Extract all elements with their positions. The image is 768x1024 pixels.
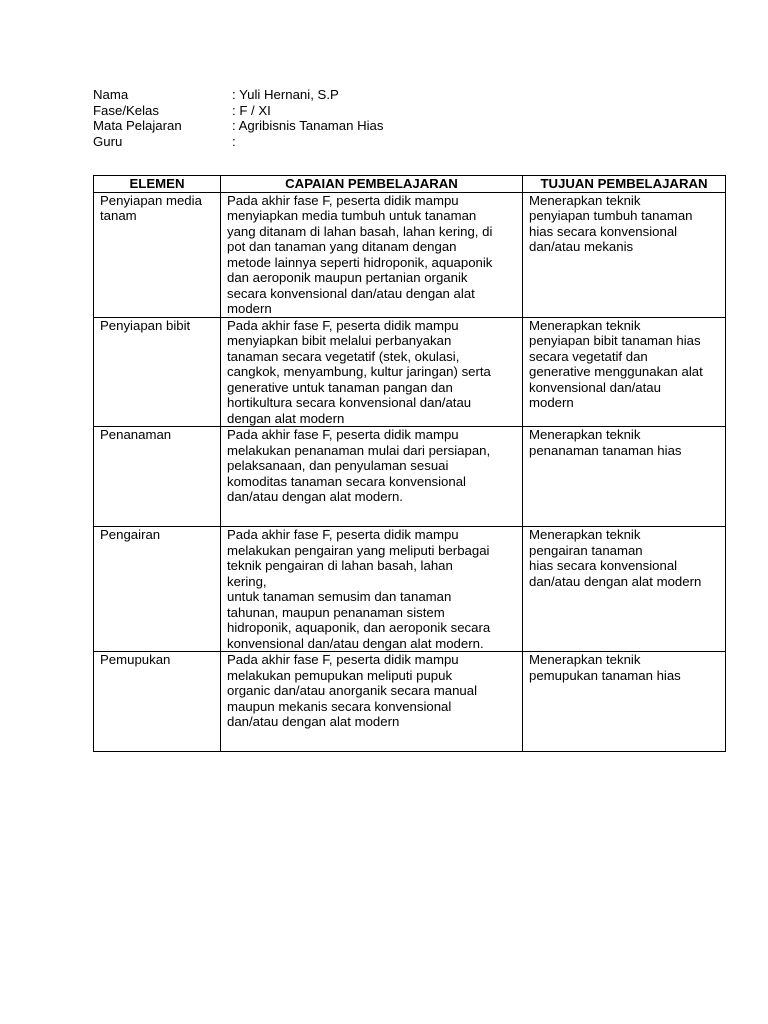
- cell-capaian: [221, 317, 523, 427]
- header-capaian: CAPAIAN PEMBELAJARAN: [221, 176, 523, 193]
- document-header: [93, 87, 384, 149]
- cell-line: modern: [227, 301, 272, 316]
- cell-line: metode lainnya seperti hidroponik, aquaponik: [227, 254, 493, 270]
- cell-line: generative menggunakan alat: [529, 364, 703, 379]
- field-guru: [93, 134, 384, 150]
- cell-line: Menerapkan teknik: [529, 317, 641, 333]
- cell-line: pelaksanaan, dan penyulaman sesuai: [227, 458, 449, 473]
- field-label: Guru: [93, 133, 123, 149]
- cell-line: Menerapkan teknik: [529, 652, 641, 667]
- cell-line: secara konvensional dan/atau dengan alat: [227, 285, 475, 301]
- cell-elemen: [94, 192, 221, 317]
- header-tujuan: TUJUAN PEMBELAJARAN: [523, 176, 726, 193]
- table-row: [94, 652, 726, 752]
- cell-capaian: [221, 652, 523, 752]
- cell-tujuan: [523, 527, 726, 652]
- cell-elemen: [94, 527, 221, 652]
- cell-line: Pada akhir fase F, peserta didik mampu: [227, 192, 459, 208]
- cell-line: menyiapkan bibit melalui perbanyakan: [227, 333, 452, 348]
- cell-line: cangkok, menyambung, kultur jaringan) serta: [227, 364, 491, 379]
- cell-elemen: [94, 427, 221, 527]
- cell-line: organic dan/atau anorganik secara manual: [227, 683, 477, 698]
- cell-line: Penyiapan bibit: [100, 317, 191, 333]
- cell-line: Penanaman: [100, 427, 172, 442]
- cell-line: hortikultura secara konvensional dan/atau: [227, 395, 472, 410]
- field-label: Nama: [93, 87, 129, 102]
- cell-line: tanam: [100, 208, 137, 223]
- learning-outcomes-table: [93, 175, 726, 752]
- cell-line: komoditas tanaman secara konvensional: [227, 473, 466, 489]
- field-label: Fase/Kelas: [93, 102, 159, 118]
- cell-line: Pada akhir fase F, peserta didik mampu: [227, 427, 459, 442]
- cell-line: hias secara konvensional: [529, 223, 678, 239]
- cell-line: konvensional dan/atau dengan alat modern.: [227, 635, 484, 651]
- cell-line: Pemupukan: [100, 652, 171, 667]
- table-body: [94, 192, 726, 752]
- cell-line: penyiapan bibit tanaman hias: [529, 333, 701, 348]
- cell-line: melakukan pengairan yang meliputi berbagai: [227, 542, 490, 558]
- cell-line: yang ditanam di lahan basah, lahan kering, di: [227, 223, 493, 239]
- cell-line: dan/atau mekanis: [529, 239, 634, 254]
- cell-line: tanaman secara vegetatif (stek, okulasi,: [227, 348, 460, 364]
- field-fase-kelas: [93, 103, 384, 119]
- cell-line: dan/atau dengan alat modern: [227, 714, 400, 729]
- header-elemen: ELEMEN: [94, 176, 221, 193]
- cell-line: dan/atau dengan alat modern: [529, 573, 702, 589]
- cell-capaian: [221, 192, 523, 317]
- field-mata-pelajaran: [93, 118, 384, 134]
- cell-line: Menerapkan teknik: [529, 527, 641, 542]
- cell-line: melakukan penanaman mulai dari persiapan,: [227, 442, 491, 458]
- cell-line: Pada akhir fase F, peserta didik mampu: [227, 317, 459, 333]
- cell-elemen: [94, 317, 221, 427]
- cell-tujuan: [523, 652, 726, 752]
- cell-line: penanaman tanaman hias: [529, 442, 682, 458]
- field-value: : Yuli Hernani, S.P: [232, 87, 339, 102]
- table-row: [94, 192, 726, 317]
- cell-line: Pengairan: [100, 527, 161, 542]
- cell-line: penyiapan tumbuh tanaman: [529, 208, 693, 223]
- cell-line: maupun mekanis secara konvensional: [227, 698, 452, 714]
- table-row: [94, 427, 726, 527]
- cell-line: dan/atau dengan alat modern.: [227, 489, 403, 504]
- cell-line: menyiapkan media tumbuh untuk tanaman: [227, 208, 477, 223]
- cell-elemen: [94, 652, 221, 752]
- field-value: : Agribisnis Tanaman Hias: [232, 118, 384, 133]
- cell-capaian: [221, 427, 523, 527]
- cell-tujuan: [523, 192, 726, 317]
- cell-line: hias secara konvensional: [529, 558, 678, 573]
- cell-line: melakukan pemupukan meliputi pupuk: [227, 667, 453, 683]
- cell-line: konvensional dan/atau: [529, 379, 661, 395]
- field-label: Mata Pelajaran: [93, 118, 182, 133]
- table-row: [94, 527, 726, 652]
- cell-line: Penyiapan media: [100, 192, 202, 208]
- cell-line: dengan alat modern: [227, 410, 345, 426]
- cell-line: teknik pengairan di lahan basah, lahan: [227, 558, 453, 573]
- table-header-row: [94, 176, 726, 193]
- cell-tujuan: [523, 317, 726, 427]
- cell-line: pot dan tanaman yang ditanam dengan: [227, 239, 457, 254]
- field-value: :: [232, 133, 236, 149]
- table-row: [94, 317, 726, 427]
- cell-line: dan aeroponik maupun pertanian organik: [227, 270, 468, 285]
- cell-line: generative untuk tanaman pangan dan: [227, 379, 453, 395]
- field-value: : F / XI: [232, 102, 271, 118]
- cell-line: Pada akhir fase F, peserta didik mampu: [227, 527, 459, 542]
- cell-line: Pada akhir fase F, peserta didik mampu: [227, 652, 459, 667]
- cell-line: modern: [529, 395, 574, 410]
- field-nama: [93, 87, 384, 103]
- cell-line: Menerapkan teknik: [529, 192, 641, 208]
- cell-line: pemupukan tanaman hias: [529, 667, 681, 683]
- cell-line: tahunan, maupun penanaman sistem: [227, 604, 445, 620]
- cell-tujuan: [523, 427, 726, 527]
- cell-line: hidroponik, aquaponik, dan aeroponik secara: [227, 620, 491, 635]
- cell-line: pengairan tanaman: [529, 542, 643, 558]
- cell-line: secara vegetatif dan: [529, 348, 648, 364]
- cell-line: untuk tanaman semusim dan tanaman: [227, 589, 452, 604]
- cell-capaian: [221, 527, 523, 652]
- cell-line: Menerapkan teknik: [529, 427, 641, 442]
- cell-line: kering,: [227, 573, 267, 589]
